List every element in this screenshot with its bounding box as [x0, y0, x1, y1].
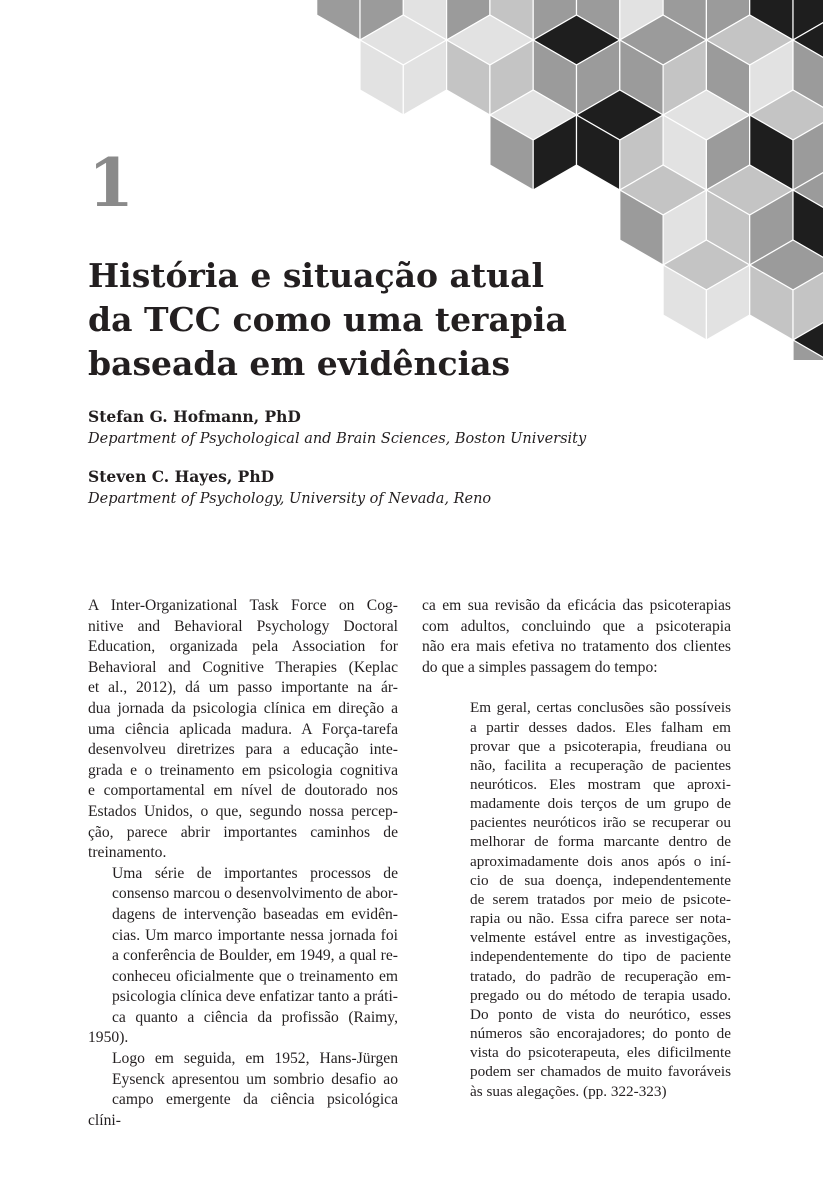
body-paragraph — [88, 864, 398, 1132]
text-line: dua jornada da psicologia clínica em direção a — [88, 699, 398, 717]
text-line: conheceu oficialmente que o treinamento em — [112, 967, 398, 985]
text-line: ca quanto a ciência da profissão (Raimy, 1950). — [88, 1008, 398, 1047]
author-name: Steven C. Hayes, PhD — [88, 467, 275, 486]
text-line: neuróticos. Eles mostram que aproxi- — [470, 776, 731, 793]
text-line: grada e o treinamento em psicologia cognitiva — [88, 761, 398, 779]
text-line: et al., 2012), dá um passo importante na ár- — [88, 679, 398, 697]
text-line: madamente dois terços de um grupo de — [470, 795, 731, 813]
text-line: a partir desses dados. Eles falham em — [470, 718, 731, 736]
chapter-title — [88, 254, 567, 386]
text-line: desenvolveu diretrizes para a educação inte- — [88, 741, 398, 759]
text-line: números são encorajadores; do ponto de — [470, 1025, 731, 1043]
text-line: pacientes neuróticos irão se recuperar ou — [470, 814, 731, 832]
text-line: consenso marcou o desenvolvimento de abor- — [112, 885, 398, 903]
text-line: treinamento. — [88, 844, 167, 862]
text-line: Behavioral and Cognitive Therapies (Keplac — [88, 658, 398, 676]
text-line: Estados Unidos, o que, segundo nossa percep- — [88, 802, 398, 820]
text-line: independentemente do tipo de paciente — [470, 948, 731, 966]
text-line: nitive and Behavioral Psychology Doctoral — [88, 617, 398, 635]
text-line: Education, organizada pela Association for — [88, 638, 398, 656]
text-line: tratado, do padrão de recuperação em- — [470, 967, 731, 985]
text-line: Eysenck apresentou um sombrio desafio ao — [112, 1070, 398, 1088]
author-name: Stefan G. Hofmann, PhD — [88, 407, 301, 426]
chapter-title-line: baseada em evidências — [88, 344, 511, 383]
author-block — [88, 466, 491, 510]
text-line: aproximadamente dois anos após o iní- — [470, 852, 731, 870]
chapter-title-line: da TCC como uma terapia — [88, 300, 567, 339]
text-line: uma ciência aplicada madura. A Força-tarefa — [88, 720, 398, 738]
text-line: dagens de intervenção baseadas em evidên- — [112, 905, 398, 923]
text-line: de serem tratados por meio de psicote- — [470, 890, 731, 908]
text-line: Logo em seguida, em 1952, Hans-Jürgen — [112, 1050, 398, 1068]
text-line: Uma série de importantes processos de — [112, 864, 398, 882]
text-line: não, facilita a recuperação de pacientes — [470, 756, 731, 774]
author-block — [88, 406, 586, 450]
text-line: do que a simples passagem do tempo: — [422, 658, 658, 676]
chapter-number: 1 — [88, 144, 134, 222]
text-line: com adultos, concluindo que a psicoterapia — [422, 617, 731, 635]
text-line: e comportamental em nível de doutorado nos — [88, 782, 398, 800]
text-line: melhorar de forma marcante dentro de — [470, 833, 731, 851]
text-line: podem ser chamados de muito favoráveis — [470, 1063, 731, 1081]
author-affiliation: Department of Psychological and Brain Sciences, Boston University — [88, 431, 587, 447]
text-line: Em geral, certas conclusões são possíveis — [470, 699, 731, 717]
cube-face — [317, 0, 360, 40]
text-line: cias. Um marco importante nessa jornada foi — [112, 926, 398, 944]
chapter-title-line: História e situação atual — [88, 256, 545, 295]
text-line: não era mais efetiva no tratamento dos clientes — [422, 638, 731, 656]
text-line: provar que a psicoterapia, freudiana ou — [470, 737, 731, 755]
text-line: rapia ou não. Essa cifra parece ser nota- — [470, 910, 731, 928]
text-line: às suas alegações. (pp. 322-323) — [470, 1082, 667, 1100]
text-line: ção, parece abrir importantes caminhos de — [88, 823, 398, 841]
text-line: campo emergente da ciência psicológica clíni- — [88, 1091, 398, 1129]
text-line: velmente estável entre as investigações, — [470, 929, 731, 947]
text-line: psicologia clínica deve enfatizar tanto a práti- — [112, 988, 398, 1006]
text-line: ca em sua revisão da eficácia das psicoterapias — [422, 597, 731, 614]
text-line: pregado ou do método de terapia usado. — [470, 986, 731, 1004]
author-affiliation: Department of Psychology, University of Nevada, Reno — [88, 491, 492, 507]
text-line: a conferência de Boulder, em 1949, a qual re- — [112, 947, 398, 965]
text-line: cio de sua doença, independentemente — [470, 871, 731, 889]
body-paragraph — [422, 596, 731, 678]
text-column-right — [422, 596, 731, 1101]
block-quote — [470, 698, 731, 1100]
text-column-left — [88, 596, 398, 1131]
text-line: A Inter-Organizational Task Force on Cog- — [88, 597, 398, 614]
text-line: vista do psicoterapeuta, eles dificilmente — [470, 1044, 731, 1062]
body-paragraph — [88, 596, 398, 864]
text-line: Do ponto de vista do neurótico, esses — [470, 1005, 731, 1023]
